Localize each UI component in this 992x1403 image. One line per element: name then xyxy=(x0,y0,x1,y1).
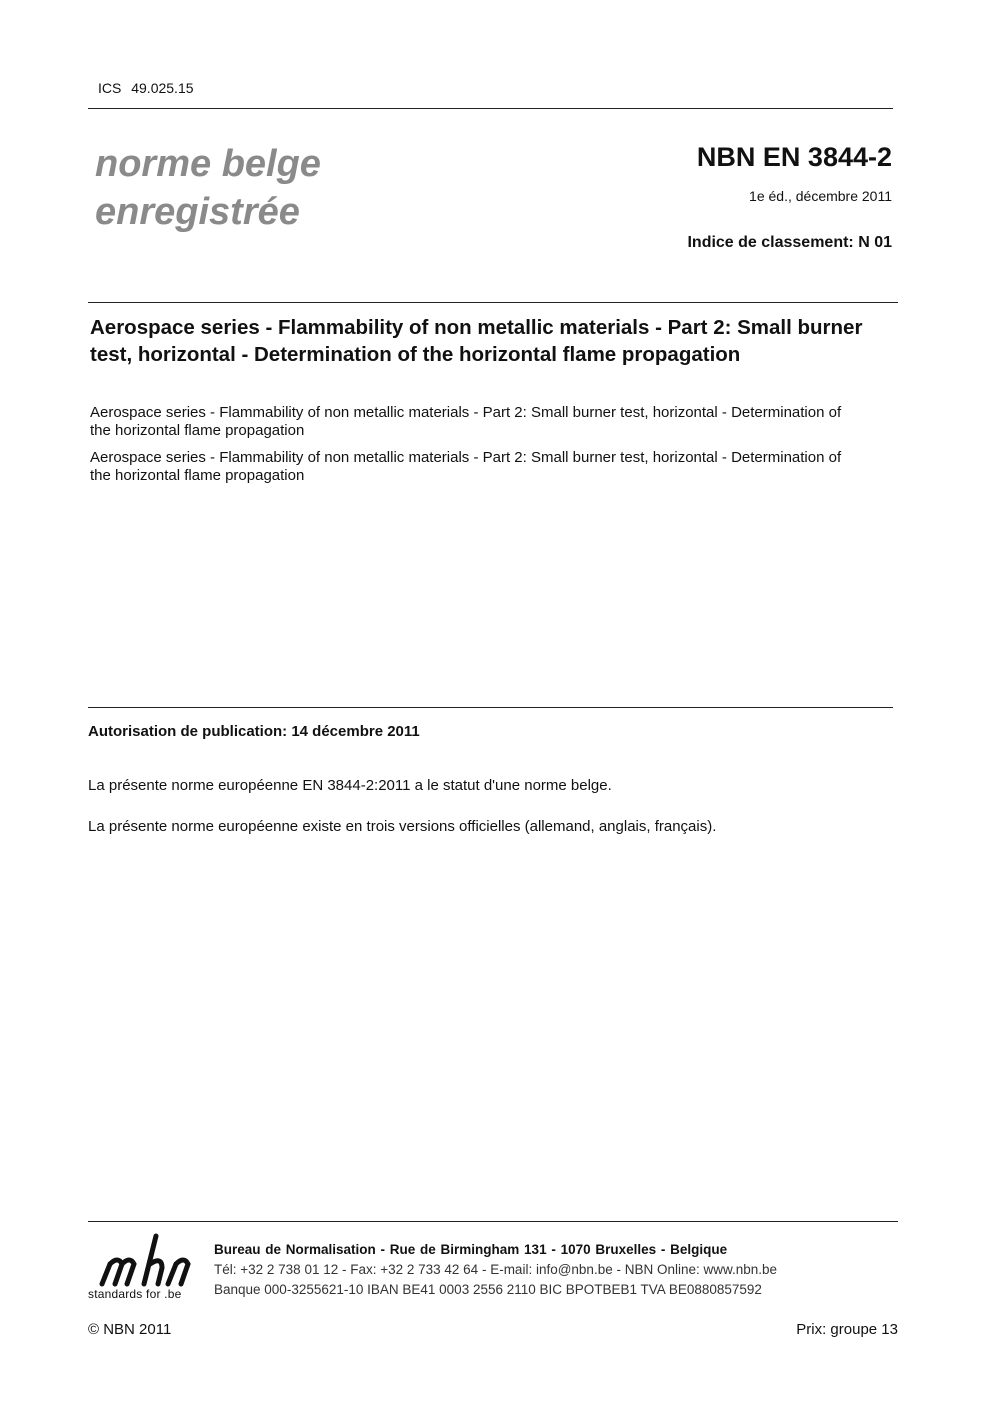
footer-divider xyxy=(88,1221,898,1222)
document-title-german: Aerospace series - Flammability of non metallic materials - Part 2: Small burner test, horizontal - Determination of the horizontal flame propagation xyxy=(90,449,842,484)
norme-belge-heading xyxy=(95,140,321,236)
body-divider xyxy=(88,707,893,708)
norme-line-1: norme belge xyxy=(95,143,321,185)
footer-banking: Banque 000-3255621-10 IBAN BE41 0003 2556 2110 BIC BPOTBEB1 TVA BE0880857592 xyxy=(214,1282,762,1297)
classification-index: Indice de classement: N 01 xyxy=(687,234,892,251)
publication-authorisation: Autorisation de publication: 14 décembre 2011 xyxy=(88,723,420,740)
document-number: NBN EN 3844-2 xyxy=(696,142,892,172)
document-title-french: Aerospace series - Flammability of non metallic materials - Part 2: Small burner test, horizontal - Determination of the horizontal flame propagation xyxy=(90,404,842,439)
header-divider xyxy=(88,108,893,109)
footer-address: Bureau de Normalisation - Rue de Birmingham 131 - 1070 Bruxelles - Belgique xyxy=(214,1242,728,1257)
title-divider xyxy=(88,302,898,303)
document-title: Aerospace series - Flammability of non metallic materials - Part 2: Small burner test, horizontal - Determination of the horizontal flame propagation xyxy=(90,316,863,366)
edition-date: 1e éd., décembre 2011 xyxy=(749,188,892,204)
status-paragraph: La présente norme européenne EN 3844-2:2011 a le statut d'une norme belge. xyxy=(88,777,612,794)
copyright: © NBN 2011 xyxy=(88,1321,172,1338)
norme-line-2: enregistrée xyxy=(95,191,300,233)
footer-contact: Tél: +32 2 738 01 12 - Fax: +32 2 733 42 64 - E-mail: info@nbn.be - NBN Online: www.nbn.be xyxy=(214,1262,778,1277)
price-group: Prix: groupe 13 xyxy=(796,1321,898,1338)
versions-paragraph: La présente norme européenne existe en trois versions officielles (allemand, anglais, français). xyxy=(88,818,717,835)
logo-tagline: standards for .be xyxy=(88,1287,182,1301)
ics-code: ICS 49.025.15 xyxy=(98,80,194,96)
